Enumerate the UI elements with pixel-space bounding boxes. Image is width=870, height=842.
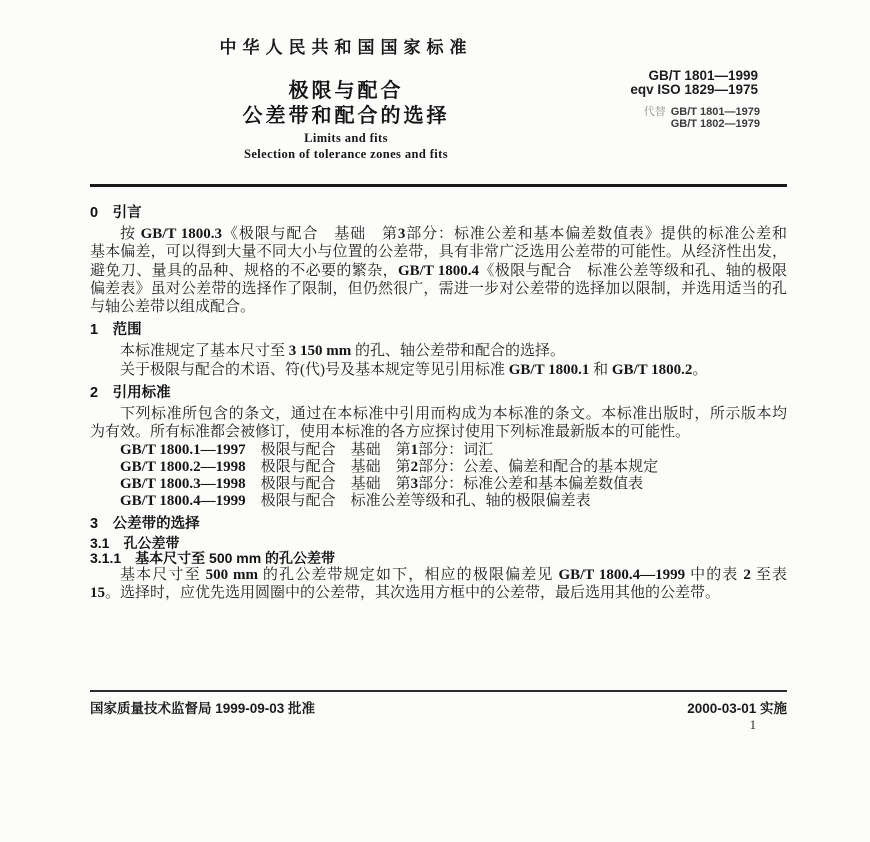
emphasized-text: GB/T 1800.4—1999 [558,566,686,583]
text-line: 本标准规定了基本尺寸至 3 150 mm 的孔、轴公差带和配合的选择。 [120,343,566,360]
emphasized-text: GB/T 1800.1 [508,361,590,378]
section-heading: 0 引言 [90,205,142,221]
footer [90,697,787,717]
emphasized-text: 2 [410,458,419,475]
iso-equivalence: eqv ISO 1829—1975 [630,82,758,97]
footer-rule [90,690,787,692]
replaced-standard-1: GB/T 1801—1979 [670,106,760,118]
emphasized-text: 1 [410,441,419,458]
section-heading: 2 引用标准 [90,385,171,402]
emphasized-text: GB/T 1800.1—1997 [120,441,246,458]
paragraph [90,361,787,379]
document-type-heading: 中华人民共和国国家标准 [219,38,473,57]
emphasized-text: 3 150 mm [288,343,352,360]
text-line: 基本偏差，可以得到大量不同大小与位置的公差带，具有非常广泛选用公差带的可能性。从经济性出发， [90,244,787,261]
emphasized-text: 500 mm [205,566,259,583]
emphasized-text: GB/T 1800.4 [398,262,479,279]
text-line: 与轴公差带以组成配合。 [90,299,256,316]
sub-section-heading: 3.1 孔公差带 [90,534,180,551]
paragraph [90,566,787,603]
emphasized-text: 15 [90,584,105,601]
text-line: 下列标准所包含的条文，通过在本标准中引用而构成为本标准的条文。本标准出版时，所示版本均 [120,406,787,423]
text-line: 为有效。所有标准都会被修订，使用本标准的各方应探讨使用下列标准最新版本的可能性。 [90,424,691,441]
sub-section-heading: 3.1.1 基本尺寸至 500 mm 的孔公差带 [90,549,336,566]
header-rule [90,184,787,187]
referenced-standard-item: GB/T 1800.2—1998 极限与配合 基础 第2部分：公差、偏差和配合的基本规定 [120,458,659,475]
title-english-line-1: Limits and fits [304,131,388,145]
emphasized-text: GB/T 1800.3—1998 [120,475,246,492]
emphasized-text: GB/T 1800.2—1998 [120,458,246,475]
standard-number-block [630,69,758,97]
referenced-standard-item: GB/T 1800.1—1997 极限与配合 基础 第1部分：词汇 [120,441,494,458]
replaces-line-1 [644,106,760,118]
document-body [90,199,787,602]
title-english-line-2: Selection of tolerance zones and fits [243,147,448,161]
implementation-text: 2000-03-01 实施 [687,701,787,716]
emphasized-text: 3 [410,475,419,492]
title-chinese-line-1: 极限与配合 [288,80,404,102]
section-heading: 1 范围 [90,322,142,339]
paragraph [90,405,787,442]
text-line: 15。选择时，应优先选用圆圈中的公差带，其次选用方框中的公差带，最后选用其他的公差带。 [90,584,721,601]
paragraph [90,342,787,360]
text-line: 按 GB/T 1800.3《极限与配合 基础 第3部分：标准公差和基本偏差数值表》提供的标准公差和 [120,226,787,242]
replaced-standard-2: GB/T 1802—1979 [670,118,760,130]
emphasized-text: GB/T 1800.3 [140,226,223,242]
emphasized-text: 3 [397,226,406,242]
emphasized-text: 2 [743,566,751,583]
referenced-standard-item: GB/T 1800.3—1998 极限与配合 基础 第3部分：标准公差和基本偏差数值表 [120,475,644,492]
text-line: 基本尺寸至 500 mm 的孔公差带规定如下，相应的极限偏差见 GB/T 1800.4—1999 中的表 2 至表 [120,566,787,583]
page-number: 1 [749,718,756,732]
replaces-line-2 [644,118,760,130]
paragraph [90,225,787,316]
text-line: 关于极限与配合的术语、符(代)号及基本规定等见引用标准 GB/T 1800.1 和 GB/T 1800.2。 [120,361,708,378]
text-line: 偏差表》虽对公差带的选择作了限制，但仍然很广，需进一步对公差带的选择加以限制，并选用适当的孔 [90,280,787,297]
approval-text: 国家质量技术监督局 1999-09-03 批准 [90,701,316,716]
title-chinese-line-2: 公差带和配合的选择 [242,105,450,127]
replaces-label: 代替 [643,106,666,118]
standard-number: GB/T 1801—1999 [648,68,758,83]
section-heading: 3 公差带的选择 [90,515,200,532]
replaces-block [644,106,760,130]
referenced-standard-item: GB/T 1800.4—1999 极限与配合 标准公差等级和孔、轴的极限偏差表 [120,492,591,509]
emphasized-text: GB/T 1800.2 [611,361,693,378]
emphasized-text: GB/T 1800.4—1999 [120,492,246,509]
text-line: 避免刀、量具的品种、规格的不必要的繁杂，GB/T 1800.4《极限与配合 标准公差等级和孔、轴的极限 [90,262,787,279]
